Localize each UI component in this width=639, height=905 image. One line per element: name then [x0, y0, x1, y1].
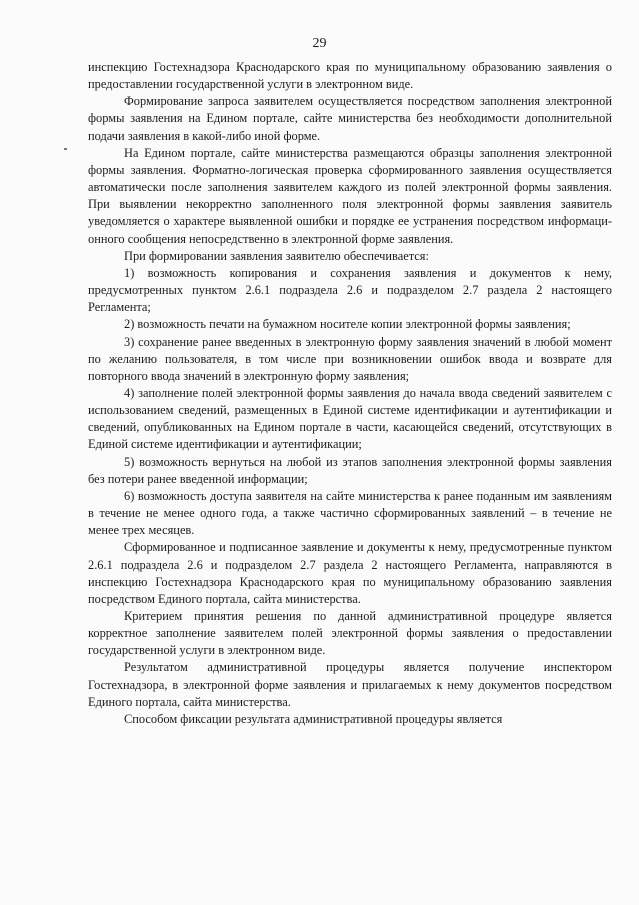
margin-mark — [64, 148, 67, 150]
list-item-paragraph: 2) возможность печати на бумажном носителе копии электронной формы заявления; — [124, 317, 571, 332]
document-body — [88, 59, 612, 728]
paragraph: Критерием принятия решения по данной административной процедуре является корректное заполнение заявителем полей электронной формы заявления о предоставлении государственной услуги в электронном виде. — [88, 609, 612, 658]
list-item-paragraph: 1) возможность копирования и сохранения заявления и документов к нему, предусмотренных пунктом 2.6.1 подраздела 2.6 и подразделом 2.7 раздела 2 настоящего Регламента; — [88, 265, 612, 315]
list-item-paragraph: 6) возможность доступа заявителя на сайте министерства к ранее поданным им заявлениям в течение не менее одного года, а также частично сформированных заявлений – в течение не менее трех месяцев. — [88, 488, 612, 538]
page-number: 29 — [312, 36, 327, 51]
paragraph: При формировании заявления заявителю обеспечивается: — [124, 248, 429, 263]
paragraph: Способом фиксации результата административной процедуры является — [124, 711, 503, 726]
paragraph: Сформированное и подписанное заявление и документы к нему, предусмотренные пунктом 2.6.1 подраздела 2.6 и подразделом 2.7 раздела 2 настоящего Регламента, направляются в инспекцию Гостехнадзора Краснодарского края по муниципальному образованию заявления посредством Единого портала, сайта министерства. — [88, 540, 612, 606]
paragraph: Формирование запроса заявителем осуществляется посредством заполнения электронной формы заявления на Едином портале, сайте министерства без необходимости дополнительной подачи заявления в какой-либо иной форме. — [88, 94, 612, 143]
paragraph: На Едином портале, сайте министерства размещаются образцы заполнения электронной формы заявления. Форматно-логическая проверка сформированного заявления осуществляется автоматически после заполнения заявителем каждого из полей электронной формы заявления. При выявлении некорректно заполненного поля электронной формы заявления заявитель уведомляется о характере выявленной ошибки и порядке ее устранения посредством информационного сообщения непосредственно в электронной форме заявления. — [88, 145, 612, 246]
list-item-paragraph: 4) заполнение полей электронной формы заявления до начала ввода сведений заявителем с использованием сведений, размещенных в Единой системе идентификации и аутентификации и сведений, опубликованных на Едином портале в части, касающейся сведений, отсутствующих в Единой системе идентификации и аутентификации; — [88, 385, 612, 452]
paragraph: Результатом административной процедуры является получение инспектором Гостехнадзора, в электронной форме заявления и прилагаемых к нему документов посредством Единого портала, сайта министерства. — [88, 660, 612, 709]
list-item-paragraph: 5) возможность вернуться на любой из этапов заполнения электронной формы заявления без потери ранее введенной информации; — [88, 454, 612, 486]
paragraph: инспекцию Гостехнадзора Краснодарского края по муниципальному образованию заявления о предоставлении государственной услуги в электронном виде. — [88, 60, 612, 92]
list-item-paragraph: 3) сохранение ранее введенных в электронную форму заявления значений в любой момент по желанию пользователя, в том числе при возникновении ошибок ввода и возврате для повторного ввода значений в электронную форму заявления; — [88, 334, 612, 383]
